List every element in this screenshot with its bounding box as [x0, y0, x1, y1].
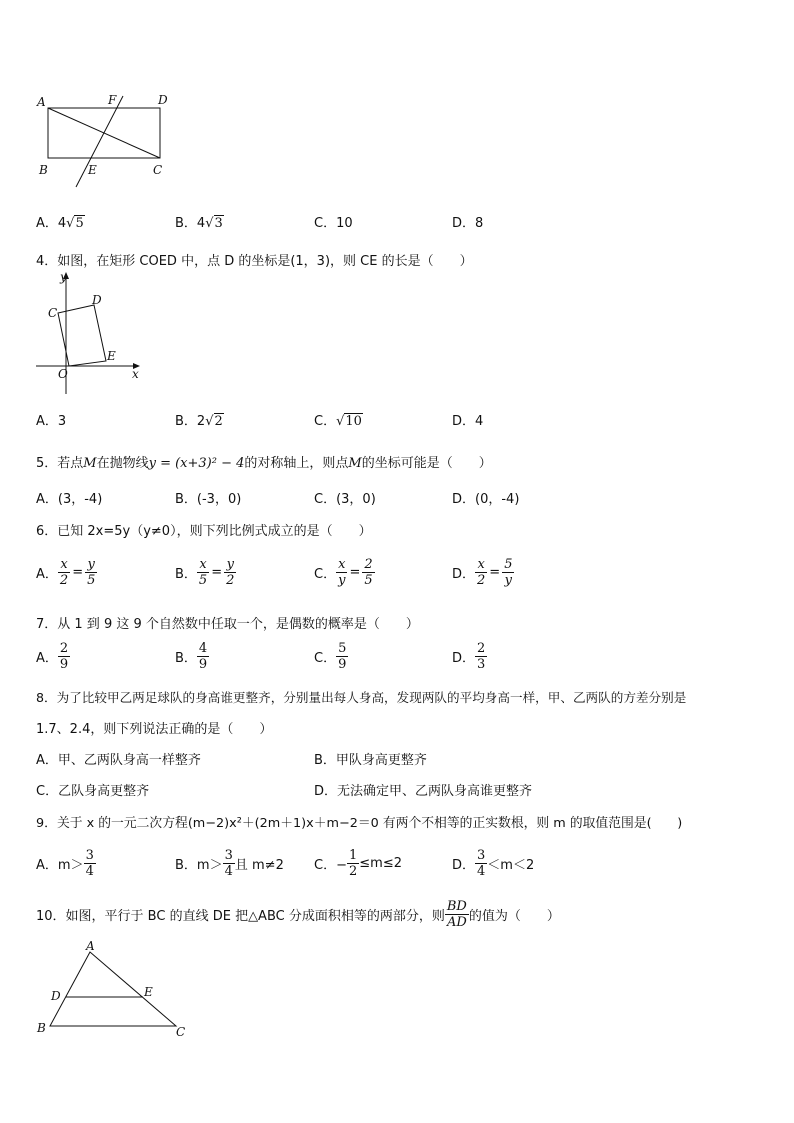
- q6-stem: 6．已知 2x=5y（y≠0），则下列比例式成立的是（ ）: [36, 524, 372, 539]
- q4-option-b[interactable]: B．2√2: [175, 414, 223, 429]
- q8-stem-line2: 1.7、2.4，则下列说法正确的是（ ）: [36, 722, 273, 737]
- label-A: A: [86, 939, 95, 953]
- label-A: A: [37, 95, 46, 109]
- q8-option-c[interactable]: C．乙队身高更整齐: [36, 784, 150, 799]
- q3-option-d[interactable]: D．8: [452, 216, 484, 231]
- q7-option-a[interactable]: A． $\frac{2}{9}$: [36, 641, 69, 672]
- label-B: B: [37, 1021, 46, 1035]
- label-E: E: [88, 163, 97, 177]
- q5-option-b[interactable]: B．(-3，0): [175, 492, 242, 507]
- q9-option-d[interactable]: D． $\frac{3}{4}$ ＜m＜2: [452, 848, 535, 879]
- q8-option-d[interactable]: D．无法确定甲、乙两队身高谁更整齐: [314, 784, 533, 799]
- coordinate-figure-coed: [36, 270, 146, 398]
- axis-x-label: x: [132, 367, 139, 381]
- q9-stem: 9．关于 x 的一元二次方程(m−2)x²＋(2m＋1)x＋m−2＝0 有两个不相等的正实数根，则 m 的取值范围是( ): [36, 816, 683, 831]
- q5-option-a[interactable]: A．(3，-4): [36, 492, 103, 507]
- q6-option-d[interactable]: D． $\frac{x}{2}$ = $\frac{5}{y}$: [452, 557, 513, 588]
- q3-option-b[interactable]: B．4√3: [175, 216, 223, 231]
- triangle-figure-abc: [34, 938, 194, 1042]
- q7-option-d[interactable]: D． $\frac{2}{3}$: [452, 641, 486, 672]
- q7-option-c[interactable]: C． $\frac{5}{9}$: [314, 641, 347, 672]
- label-F: F: [108, 93, 117, 107]
- q6-option-a[interactable]: A． $\frac{x}{2}$ = $\frac{y}{5}$: [36, 557, 96, 588]
- q4-option-a[interactable]: A．3: [36, 414, 67, 429]
- q7-stem: 7．从 1 到 9 这 9 个自然数中任取一个，是偶数的概率是（ ）: [36, 617, 419, 632]
- q5-option-d[interactable]: D．(0，-4): [452, 492, 520, 507]
- label-E: E: [144, 985, 153, 999]
- q8-stem-line1: 8．为了比较甲乙两足球队的身高谁更整齐，分别量出每人身高，发现两队的平均身高一样，甲、乙两队的方差分别是: [36, 690, 687, 705]
- label-D: D: [158, 93, 168, 107]
- parabola-formula: y = (x+3)² − 4: [148, 456, 245, 471]
- rectangle-figure-abcd: [34, 88, 174, 190]
- label-O: O: [58, 367, 68, 381]
- label-D: D: [92, 293, 102, 307]
- label-B: B: [39, 163, 48, 177]
- q9-option-c[interactable]: C．− $\frac{1}{2}$ ≤m≤2: [314, 848, 402, 879]
- q5-stem: 5．若点M在抛物线y = (x+3)² − 4的对称轴上，则点M的坐标可能是（ ）: [36, 456, 492, 471]
- label-C: C: [48, 306, 58, 320]
- q9-option-b[interactable]: B．m＞ $\frac{3}{4}$ 且 m≠2: [175, 848, 284, 879]
- label-C: C: [153, 163, 163, 177]
- q6-option-c[interactable]: C． $\frac{x}{y}$ = $\frac{2}{5}$: [314, 557, 373, 588]
- q8-option-b[interactable]: B．甲队身高更整齐: [314, 753, 427, 768]
- q10-stem: 10．如图，平行于 BC 的直线 DE 把△ABC 分成面积相等的两部分，则 $\frac{BD}{AD}$ 的值为（ ）: [36, 899, 560, 930]
- q8-option-a[interactable]: A．甲、乙两队身高一样整齐: [36, 753, 201, 768]
- q6-option-b[interactable]: B． $\frac{x}{5}$ = $\frac{y}{2}$: [175, 557, 235, 588]
- q7-option-b[interactable]: B． $\frac{4}{9}$: [175, 641, 208, 672]
- q4-stem: 4．如图，在矩形 COED 中，点 D 的坐标是(1，3)，则 CE 的长是（ ）: [36, 254, 473, 269]
- q3-option-c[interactable]: C．10: [314, 216, 353, 231]
- label-C: C: [176, 1025, 186, 1039]
- q4-option-d[interactable]: D．4: [452, 414, 484, 429]
- label-E: E: [107, 349, 116, 363]
- q9-option-a[interactable]: A．m＞ $\frac{3}{4}$: [36, 848, 94, 879]
- q3-option-a[interactable]: A．4√5: [36, 216, 84, 231]
- q4-option-c[interactable]: C．√10: [314, 414, 362, 429]
- q5-option-c[interactable]: C．(3，0): [314, 492, 376, 507]
- label-D: D: [51, 989, 61, 1003]
- axis-y-label: y: [60, 270, 67, 284]
